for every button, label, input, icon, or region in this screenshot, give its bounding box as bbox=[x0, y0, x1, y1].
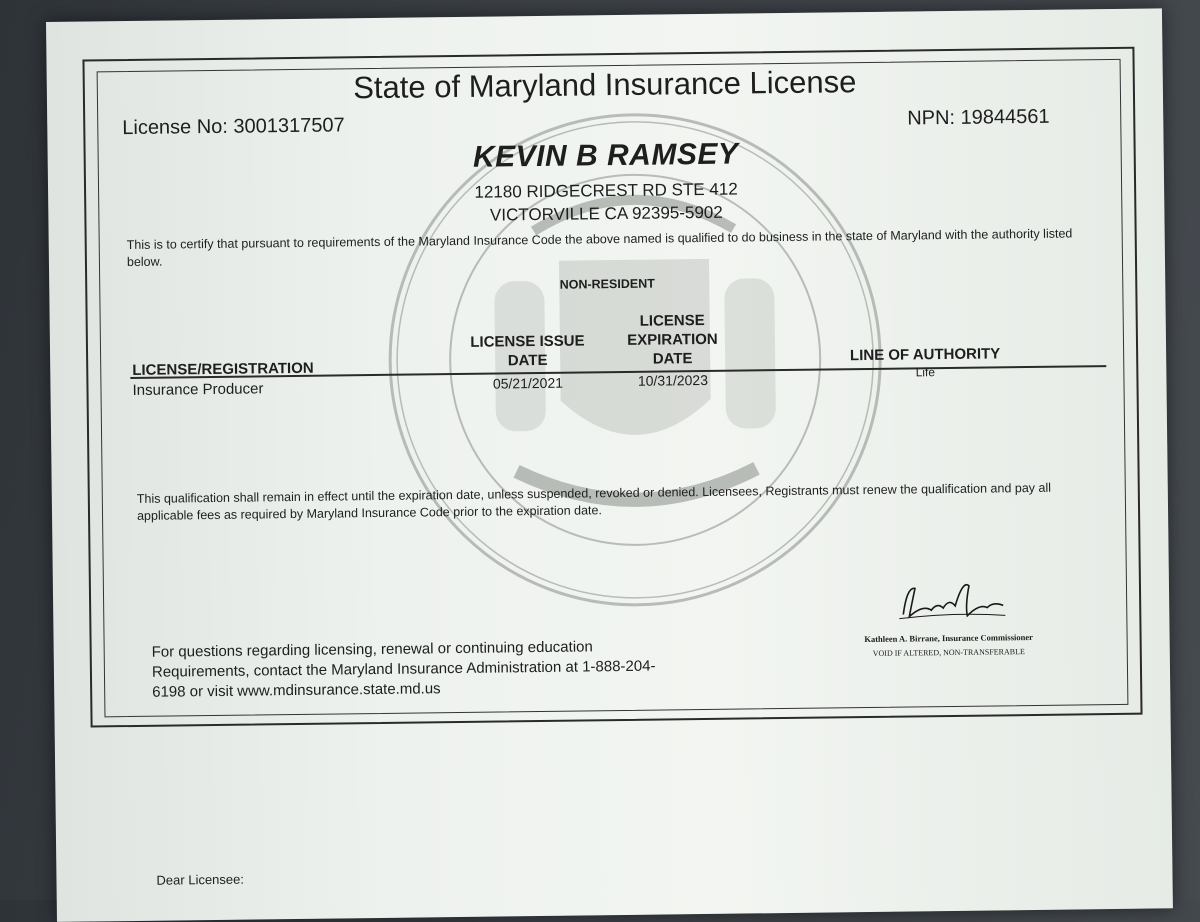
license-paper bbox=[46, 8, 1173, 922]
cell-line-of-authority: Life bbox=[915, 365, 936, 380]
header-issue-date: LICENSE ISSUE DATE bbox=[470, 332, 585, 370]
qualification-statement: This qualification shall remain in effect until the expiration date, unless suspended, revoked or denied. Licensees, Registrants must renew the qualification and pay all applicable fees as required by Maryland Insurance Code prior to the expiration date. bbox=[136, 480, 1052, 523]
licensee-address-line2: VICTORVILLE CA 92395-5902 bbox=[489, 202, 723, 225]
header-license-registration: LICENSE/REGISTRATION bbox=[132, 359, 314, 379]
residency-status: NON-RESIDENT bbox=[559, 276, 655, 292]
contact-information: For questions regarding licensing, renewal or continuing education Requirements, contact the Maryland Insurance Administration at 1-888-204-6198 or visit www.mdinsurance.state.md.us bbox=[151, 638, 656, 701]
header-expiration-date: LICENSE EXPIRATION DATE bbox=[627, 311, 718, 368]
license-number: License No: 3001317507 bbox=[122, 114, 345, 140]
commissioner-signature bbox=[893, 575, 1014, 626]
cell-issue-date: 05/21/2021 bbox=[492, 374, 564, 392]
commissioner-title: Kathleen A. Birrane, Insurance Commissioner bbox=[864, 631, 1033, 645]
cell-license-registration: Insurance Producer bbox=[132, 380, 264, 399]
document-title: State of Maryland Insurance License bbox=[353, 64, 857, 106]
header-line-of-authority: LINE OF AUTHORITY bbox=[849, 345, 1001, 365]
licensee-name: KEVIN B RAMSEY bbox=[472, 137, 739, 174]
void-notice: VOID IF ALTERED, NON-TRANSFERABLE bbox=[872, 647, 1025, 658]
certification-statement: This is to certify that pursuant to requirements of the Maryland Insurance Code the above named is qualified to do business in the state of Maryland with the authority listed below. bbox=[126, 226, 1073, 270]
cell-expiration-date: 10/31/2023 bbox=[637, 371, 709, 389]
npn-number: NPN: 19844561 bbox=[907, 105, 1050, 130]
licensee-address-line1: 12180 RIDGECREST RD STE 412 bbox=[474, 179, 738, 202]
letter-salutation: Dear Licensee: bbox=[156, 871, 245, 888]
